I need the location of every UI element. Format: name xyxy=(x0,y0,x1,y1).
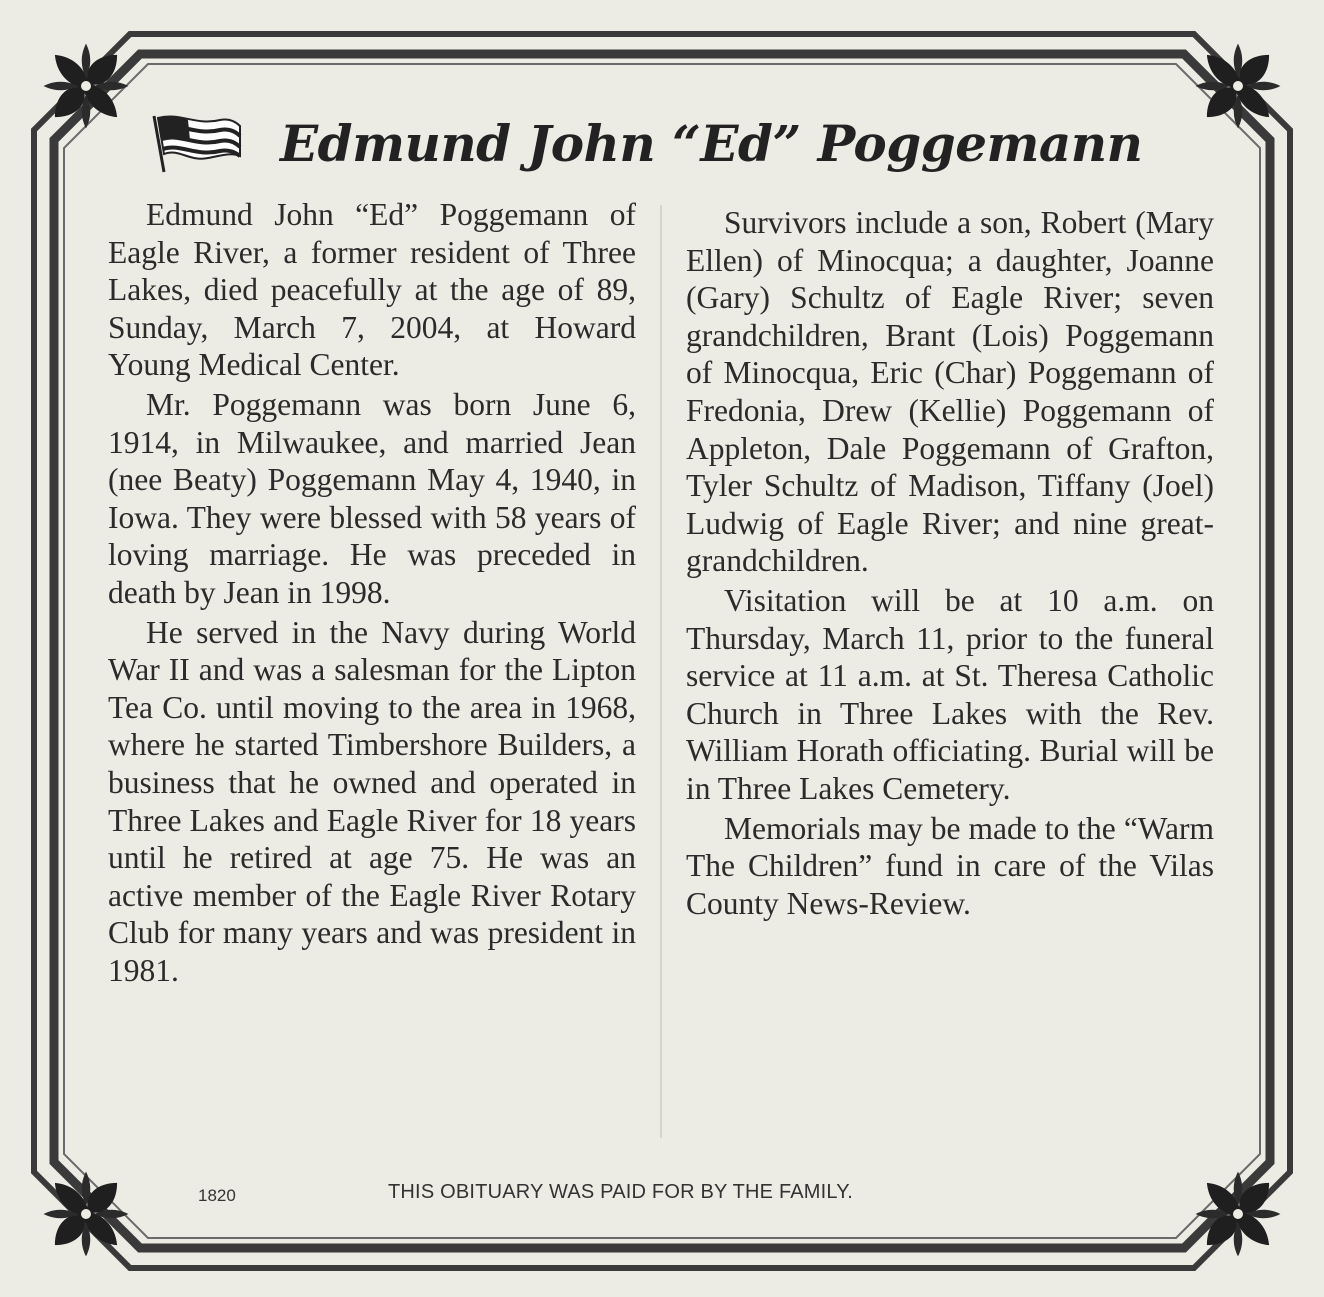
paragraph: Visitation will be at 10 a.m. on Thursday, March 11, prior to the funeral service at 11 a.m. at St. Theresa Catholic Church in Three Lakes with the Rev. William Horath officiating. Burial will be in Three Lakes Cemetery. xyxy=(686,582,1214,806)
paragraph: He served in the Navy during World War II and was a salesman for the Lipton Tea Co. until moving to the area in 1968, where he started Timbershore Builders, a business that he owned and operated in Three Lakes and Eagle River for 18 years until he retired at age 75. He was an active member of the Eagle River Rotary Club for many years and was president in 1981. xyxy=(108,614,636,988)
left-column xyxy=(108,196,636,989)
ad-number: 1820 xyxy=(198,1186,236,1205)
paragraph: Survivors include a son, Robert (Mary Ellen) of Minocqua; a daughter, Joanne (Gary) Schultz of Eagle River; seven grandchildren, Brant (Lois) Poggemann of Minocqua, Eric (Char) Poggemann of Fredonia, Drew (Kellie) Poggemann of Appleton, Dale Poggemann of Grafton, Tyler Schultz of Madison, Tiffany (Joel) Ludwig of Eagle River; and nine great-grandchildren. xyxy=(686,205,1214,579)
paragraph: Edmund John “Ed” Poggemann of Eagle River, a former resident of Three Lakes, died peacefully at the age of 89, Sunday, March 7, 2004, at Howard Young Medical Center. xyxy=(108,197,636,383)
title-row xyxy=(150,98,1210,188)
corner-ornament-bottom-left-icon xyxy=(24,1152,148,1276)
paid-notice: THIS OBITUARY WAS PAID FOR BY THE FAMILY. xyxy=(388,1181,853,1203)
paragraph: Mr. Poggemann was born June 6, 1914, in Milwaukee, and married Jean (nee Beaty) Poggemann May 4, 1940, in Iowa. They were blessed with 58 years of loving marriage. He was preceded in death by Jean in 1998. xyxy=(108,386,636,610)
corner-ornament-top-left-icon xyxy=(24,24,148,148)
right-column xyxy=(686,204,1214,922)
corner-ornament-bottom-right-icon xyxy=(1176,1152,1300,1276)
paragraph: Memorials may be made to the “Warm The Children” fund in care of the Vilas County News-Review. xyxy=(686,810,1214,921)
obituary-title: Edmund John “Ed” Poggemann xyxy=(280,113,1143,173)
american-flag-icon xyxy=(150,112,242,174)
